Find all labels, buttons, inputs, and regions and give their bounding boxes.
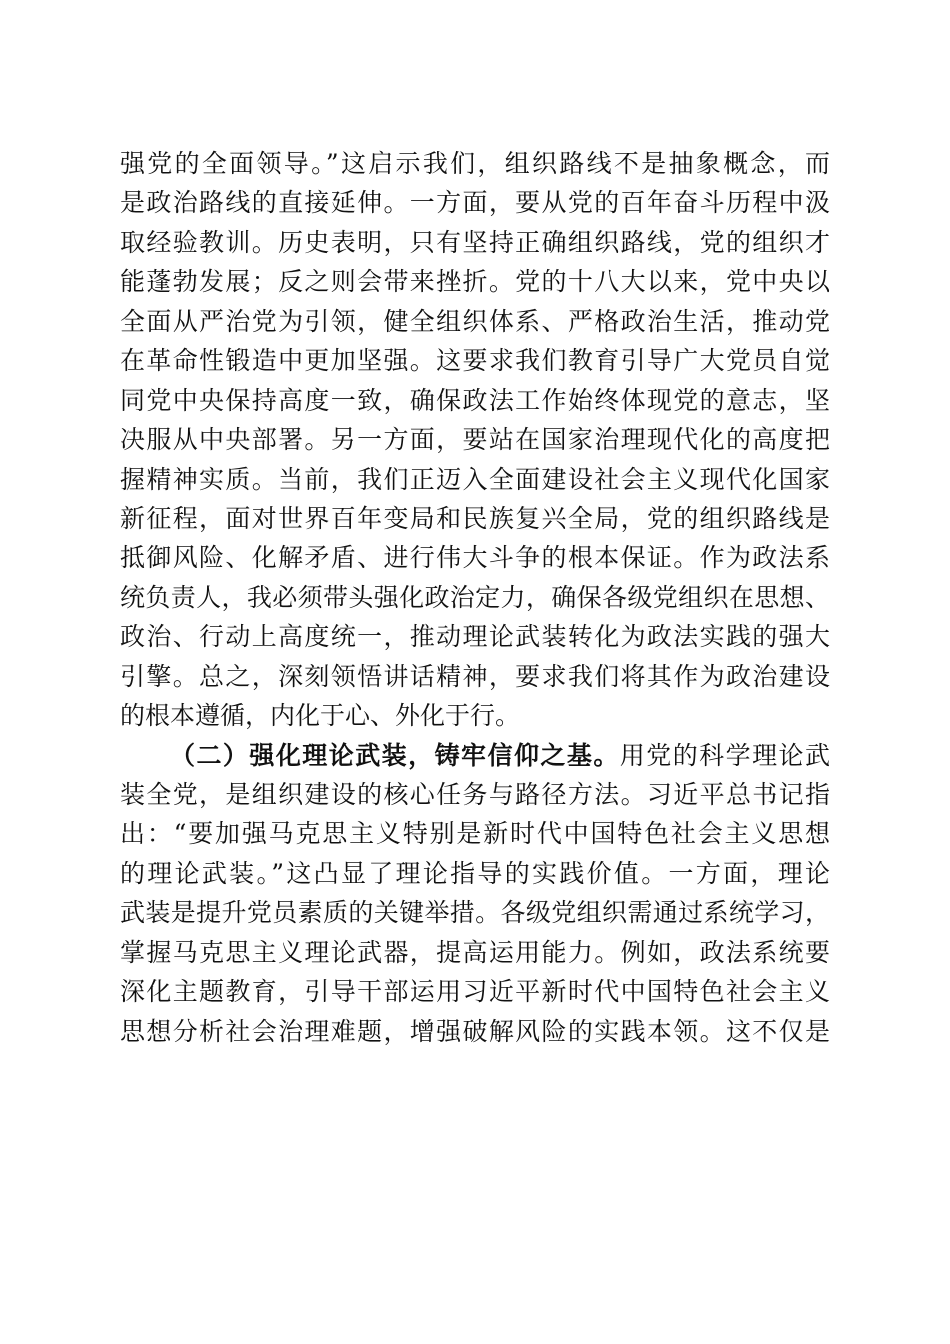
text-line: 引擎。总之，深刻领悟讲话精神，要求我们将其作为政治建设 [120,661,830,691]
text-line: 掌握马克思主义理论武器，提高运用能力。例如，政法系统要 [120,937,830,967]
text-run: 用党的科学理论武 [619,740,830,770]
paragraph-1 [120,144,830,736]
text-line: 武装是提升党员素质的关键举措。各级党组织需通过系统学习， [120,898,830,928]
text-line: 决服从中央部署。另一方面，要站在国家治理现代化的高度把 [120,425,830,455]
text-line: 统负责人，我必须带头强化政治定力，确保各级党组织在思想、 [120,582,830,612]
text-line: 新征程，面对世界百年变局和民族复兴全局，党的组织路线是 [120,503,830,533]
section-heading: （二）强化理论武装，铸牢信仰之基。 [170,740,620,770]
text-line: 思想分析社会治理难题，增强破解风险的实践本领。这不仅是 [120,1016,830,1046]
text-line: 的理论武装。”这凸显了理论指导的实践价值。一方面，理论 [120,858,830,888]
text-line: 能蓬勃发展；反之则会带来挫折。党的十八大以来，党中央以 [120,267,830,297]
text-line: 抵御风险、化解矛盾、进行伟大斗争的根本保证。作为政法系 [120,543,830,573]
text-line: 是政治路线的直接延伸。一方面，要从党的百年奋斗历程中汲 [120,188,830,218]
text-line: 在革命性锻造中更加坚强。这要求我们教育引导广大党员自觉 [120,346,830,376]
text-line: 强党的全面领导。”这启示我们，组织路线不是抽象概念，而 [120,149,830,178]
text-line: 政治、行动上高度统一，推动理论武装转化为政法实践的强大 [120,622,830,652]
text-line-first [120,736,830,775]
text-line: 全面从严治党为引领，健全组织体系、严格政治生活，推动党 [120,306,830,336]
text-line: 的根本遵循，内化于心、外化于行。 [120,701,521,731]
paragraph-2 [120,736,830,1052]
text-line: 装全党，是组织建设的核心任务与路径方法。习近平总书记指 [120,780,830,809]
text-line: 握精神实质。当前，我们正迈入全面建设社会主义现代化国家 [120,464,830,494]
text-line: 取经验教训。历史表明，只有坚持正确组织路线，党的组织才 [120,227,830,257]
body-text [120,144,830,1051]
text-line: 深化主题教育，引导干部运用习近平新时代中国特色社会主义 [120,977,830,1007]
text-line: 同党中央保持高度一致，确保政法工作始终体现党的意志，坚 [120,385,830,415]
text-line: 出：“要加强马克思主义特别是新时代中国特色社会主义思想 [120,819,830,849]
